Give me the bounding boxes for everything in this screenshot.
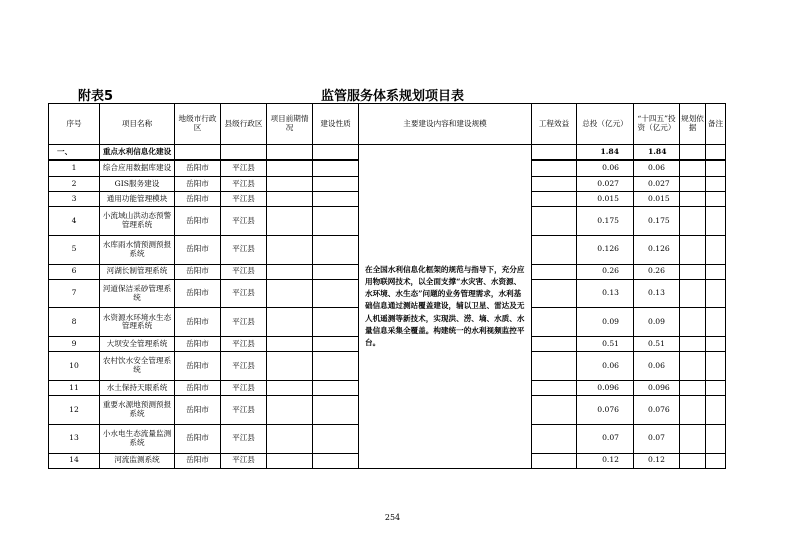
header-plan14: “十四五”投资（亿元） xyxy=(634,104,680,145)
row-seq: 8 xyxy=(49,308,100,337)
row-name: 水库雨水情预测预报系统 xyxy=(100,235,175,264)
header-seq: 序号 xyxy=(49,104,100,145)
row-total: 0.12 xyxy=(577,453,634,468)
row-prelim xyxy=(267,337,313,352)
row-name: 河湖长制管理系统 xyxy=(100,264,175,279)
row-remark xyxy=(706,424,726,453)
row-prelim xyxy=(267,191,313,206)
row-basis xyxy=(680,235,706,264)
row-seq: 1 xyxy=(49,160,100,176)
row-total: 0.06 xyxy=(577,352,634,381)
section-total: 1.84 xyxy=(577,145,634,161)
row-total: 0.096 xyxy=(577,381,634,396)
header-row xyxy=(49,104,726,145)
row-county: 平江县 xyxy=(221,160,267,176)
row-county: 平江县 xyxy=(221,396,267,425)
header-remark: 备注 xyxy=(706,104,726,145)
row-nature xyxy=(313,191,359,206)
header-total: 总投（亿元） xyxy=(577,104,634,145)
row-remark xyxy=(706,337,726,352)
row-city: 岳阳市 xyxy=(175,381,221,396)
row-plan14: 0.26 xyxy=(634,264,680,279)
row-basis xyxy=(680,264,706,279)
row-basis xyxy=(680,207,706,236)
row-prelim xyxy=(267,279,313,308)
row-city: 岳阳市 xyxy=(175,352,221,381)
row-county: 平江县 xyxy=(221,352,267,381)
row-remark xyxy=(706,191,726,206)
row-benefit xyxy=(532,264,577,279)
row-nature xyxy=(313,381,359,396)
row-seq: 5 xyxy=(49,235,100,264)
row-city: 岳阳市 xyxy=(175,176,221,191)
row-prelim xyxy=(267,396,313,425)
row-remark xyxy=(706,381,726,396)
row-seq: 12 xyxy=(49,396,100,425)
row-county: 平江县 xyxy=(221,381,267,396)
row-name: 通用功能管理模块 xyxy=(100,191,175,206)
row-total: 0.175 xyxy=(577,207,634,236)
row-nature xyxy=(313,396,359,425)
row-county: 平江县 xyxy=(221,424,267,453)
row-city: 岳阳市 xyxy=(175,396,221,425)
row-total: 0.51 xyxy=(577,337,634,352)
row-name: 大坝安全管理系统 xyxy=(100,337,175,352)
row-benefit xyxy=(532,207,577,236)
row-city: 岳阳市 xyxy=(175,279,221,308)
row-remark xyxy=(706,176,726,191)
row-name: 河道保洁采砂管理系统 xyxy=(100,279,175,308)
row-basis xyxy=(680,191,706,206)
header-city: 地级市行政区 xyxy=(175,104,221,145)
row-nature xyxy=(313,308,359,337)
row-total: 0.027 xyxy=(577,176,634,191)
row-basis xyxy=(680,424,706,453)
row-seq: 4 xyxy=(49,207,100,236)
row-basis xyxy=(680,160,706,176)
row-nature xyxy=(313,176,359,191)
row-remark xyxy=(706,207,726,236)
row-basis xyxy=(680,279,706,308)
row-nature xyxy=(313,337,359,352)
row-prelim xyxy=(267,264,313,279)
row-city: 岳阳市 xyxy=(175,207,221,236)
row-benefit xyxy=(532,191,577,206)
row-plan14: 0.51 xyxy=(634,337,680,352)
row-prelim xyxy=(267,176,313,191)
shared-content-cell xyxy=(359,145,532,469)
row-remark xyxy=(706,279,726,308)
row-benefit xyxy=(532,160,577,176)
page-number: 254 xyxy=(384,513,401,522)
row-nature xyxy=(313,279,359,308)
section-plan14: 1.84 xyxy=(634,145,680,161)
header-county: 县级行政区 xyxy=(221,104,267,145)
row-basis xyxy=(680,337,706,352)
project-table xyxy=(48,103,726,469)
row-plan14: 0.06 xyxy=(634,352,680,381)
shared-content-text: 在全国水利信息化框架的规范与指导下，充分应用物联网技术，以全面支撑“水灾害、水资源、水环境、水生态”问题的业务管理需求，水利基础信息通过测站覆盖建设，辅以卫星、雷达及无人机遥测等新技术，实现洪、涝、墒、水质、水量信息采集全覆盖。构建统一的水利视频监控平台。 xyxy=(365,265,525,347)
row-county: 平江县 xyxy=(221,235,267,264)
row-county: 平江县 xyxy=(221,207,267,236)
row-benefit xyxy=(532,381,577,396)
row-county: 平江县 xyxy=(221,191,267,206)
row-plan14: 0.076 xyxy=(634,396,680,425)
row-total: 0.26 xyxy=(577,264,634,279)
header-content: 主要建设内容和建设规模 xyxy=(359,104,532,145)
header-benefit: 工程效益 xyxy=(532,104,577,145)
row-name: 小水电生态流量监测系统 xyxy=(100,424,175,453)
row-seq: 14 xyxy=(49,453,100,468)
row-seq: 11 xyxy=(49,381,100,396)
row-name: 小流域山洪动态预警管理系统 xyxy=(100,207,175,236)
row-remark xyxy=(706,235,726,264)
row-total: 0.13 xyxy=(577,279,634,308)
row-prelim xyxy=(267,453,313,468)
row-benefit xyxy=(532,352,577,381)
row-city: 岳阳市 xyxy=(175,308,221,337)
row-benefit xyxy=(532,424,577,453)
row-nature xyxy=(313,424,359,453)
row-county: 平江县 xyxy=(221,308,267,337)
row-plan14: 0.096 xyxy=(634,381,680,396)
row-name: 综合应用数据库建设 xyxy=(100,160,175,176)
row-prelim xyxy=(267,424,313,453)
row-remark xyxy=(706,160,726,176)
row-benefit xyxy=(532,396,577,425)
row-basis xyxy=(680,453,706,468)
row-plan14: 0.09 xyxy=(634,308,680,337)
row-plan14: 0.126 xyxy=(634,235,680,264)
row-remark xyxy=(706,308,726,337)
table-title: 监管服务体系规划项目表 xyxy=(320,89,464,104)
row-city: 岳阳市 xyxy=(175,235,221,264)
row-county: 平江县 xyxy=(221,279,267,308)
row-plan14: 0.13 xyxy=(634,279,680,308)
row-nature xyxy=(313,352,359,381)
row-basis xyxy=(680,352,706,381)
row-remark xyxy=(706,396,726,425)
row-seq: 6 xyxy=(49,264,100,279)
row-benefit xyxy=(532,279,577,308)
row-nature xyxy=(313,160,359,176)
row-prelim xyxy=(267,352,313,381)
row-nature xyxy=(313,453,359,468)
row-basis xyxy=(680,396,706,425)
row-nature xyxy=(313,264,359,279)
row-city: 岳阳市 xyxy=(175,424,221,453)
row-city: 岳阳市 xyxy=(175,453,221,468)
row-plan14: 0.07 xyxy=(634,424,680,453)
row-total: 0.076 xyxy=(577,396,634,425)
row-prelim xyxy=(267,160,313,176)
row-basis xyxy=(680,176,706,191)
row-benefit xyxy=(532,235,577,264)
row-county: 平江县 xyxy=(221,453,267,468)
header-basis: 规划依据 xyxy=(680,104,706,145)
header-nature: 建设性质 xyxy=(313,104,359,145)
row-county: 平江县 xyxy=(221,176,267,191)
row-remark xyxy=(706,453,726,468)
header-name: 项目名称 xyxy=(100,104,175,145)
row-total: 0.09 xyxy=(577,308,634,337)
row-prelim xyxy=(267,308,313,337)
row-benefit xyxy=(532,453,577,468)
row-plan14: 0.027 xyxy=(634,176,680,191)
row-nature xyxy=(313,235,359,264)
row-city: 岳阳市 xyxy=(175,264,221,279)
row-name: 河流监测系统 xyxy=(100,453,175,468)
row-prelim xyxy=(267,207,313,236)
row-remark xyxy=(706,352,726,381)
row-total: 0.06 xyxy=(577,160,634,176)
header-prelim: 项目前期情况 xyxy=(267,104,313,145)
row-plan14: 0.12 xyxy=(634,453,680,468)
section-name: 重点水利信息化建设 xyxy=(100,145,175,161)
row-seq: 2 xyxy=(49,176,100,191)
row-total: 0.07 xyxy=(577,424,634,453)
row-seq: 10 xyxy=(49,352,100,381)
row-nature xyxy=(313,207,359,236)
row-benefit xyxy=(532,308,577,337)
row-remark xyxy=(706,264,726,279)
row-total: 0.126 xyxy=(577,235,634,264)
row-basis xyxy=(680,381,706,396)
row-county: 平江县 xyxy=(221,264,267,279)
row-seq: 9 xyxy=(49,337,100,352)
row-name: 水资源水环境水生态管理系统 xyxy=(100,308,175,337)
row-plan14: 0.175 xyxy=(634,207,680,236)
row-benefit xyxy=(532,337,577,352)
section-seq: 一、 xyxy=(49,145,100,161)
row-city: 岳阳市 xyxy=(175,160,221,176)
row-name: GIS服务建设 xyxy=(100,176,175,191)
row-name: 农村饮水安全管理系统 xyxy=(100,352,175,381)
row-seq: 7 xyxy=(49,279,100,308)
row-prelim xyxy=(267,381,313,396)
row-seq: 13 xyxy=(49,424,100,453)
row-seq: 3 xyxy=(49,191,100,206)
row-plan14: 0.015 xyxy=(634,191,680,206)
row-name: 重要水源地预测预报系统 xyxy=(100,396,175,425)
row-plan14: 0.06 xyxy=(634,160,680,176)
row-city: 岳阳市 xyxy=(175,191,221,206)
row-total: 0.015 xyxy=(577,191,634,206)
row-name: 水土保持天眼系统 xyxy=(100,381,175,396)
appendix-label: 附表5 xyxy=(78,89,114,104)
row-city: 岳阳市 xyxy=(175,337,221,352)
row-basis xyxy=(680,308,706,337)
row-benefit xyxy=(532,176,577,191)
row-prelim xyxy=(267,235,313,264)
row-county: 平江县 xyxy=(221,337,267,352)
section-row xyxy=(49,145,726,161)
